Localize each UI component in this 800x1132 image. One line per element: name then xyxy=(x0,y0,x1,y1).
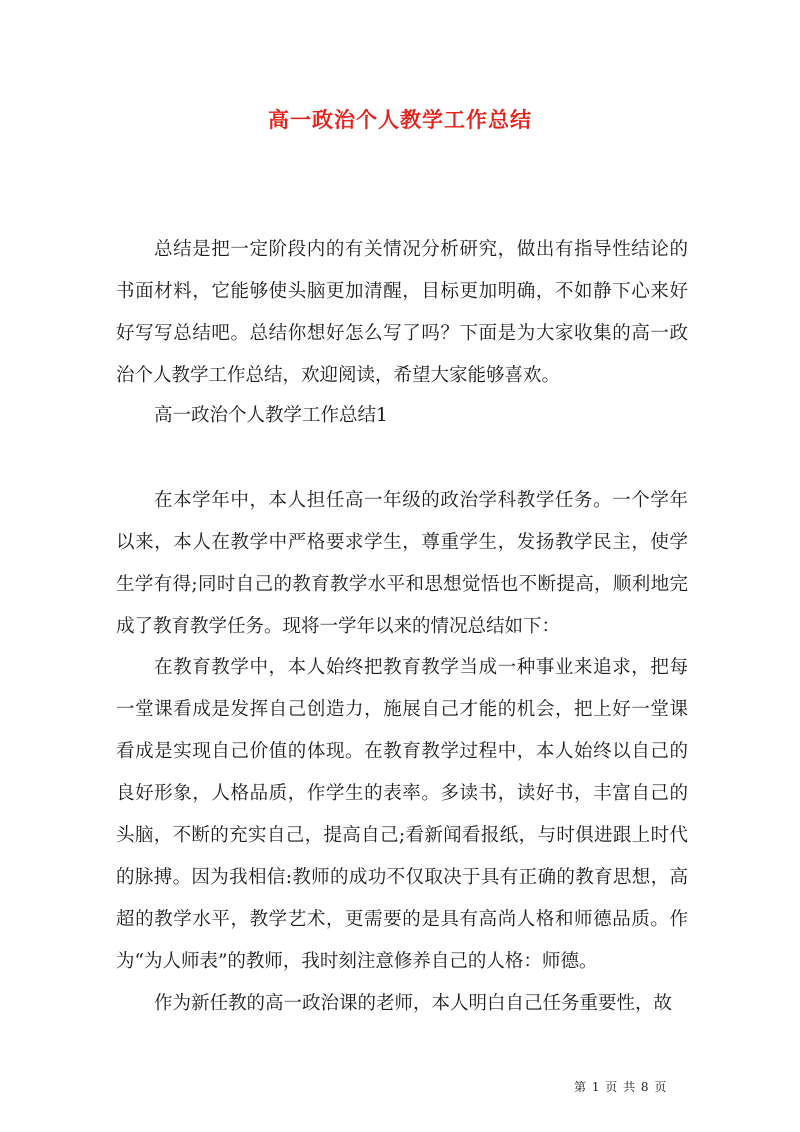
document-title: 高一政治个人教学工作总结 xyxy=(268,107,532,132)
body-paragraph: 在教育教学中，本人始终把教育教学当成一种事业来追求，把每一堂课看成是发挥自己创造力，施展自己才能的机会，把上好一堂课看成是实现自己价值的体现。在教育教学过程中，本人始终以自己的良好形象，人格品质，作学生的表率。多读书，读好书，丰富自己的头脑，不断的充实自己，提高自己;看新闻看报纸，与时俱进跟上时代的脉搏。因为我相信:教师的成功不仅取决于具有正确的教育思想，高超的教学水平，教学艺术，更需要的是具有高尚人格和师德品质。作为“为人师表”的教师，我时刻注意修养自己的人格：师德。 xyxy=(116,657,688,972)
body-paragraph: 作为新任教的高一政治课的老师，本人明白自己任务重要性，故 xyxy=(154,993,673,1014)
intro-paragraph: 总结是把一定阶段内的有关情况分析研究，做出有指导性结论的书面材料，它能够使头脑更加清醒，目标更加明确，不如静下心来好好写写总结吧。总结你想好怎么写了吗？下面是为大家收集的高一政治个人教学工作总结，欢迎阅读，希望大家能够喜欢。 xyxy=(116,239,688,386)
page-number-footer: 第 1 页 共 8 页 xyxy=(574,1080,668,1094)
section-heading: 高一政治个人教学工作总结1 xyxy=(154,405,388,426)
body-paragraph: 在本学年中，本人担任高一年级的政治学科教学任务。一个学年以来，本人在教学中严格要求学生，尊重学生，发扬教学民主，使学生学有得;同时自己的教育教学水平和思想觉悟也不断提高，顺利地完成了教育教学任务。现将一学年以来的情况总结如下： xyxy=(116,490,688,637)
